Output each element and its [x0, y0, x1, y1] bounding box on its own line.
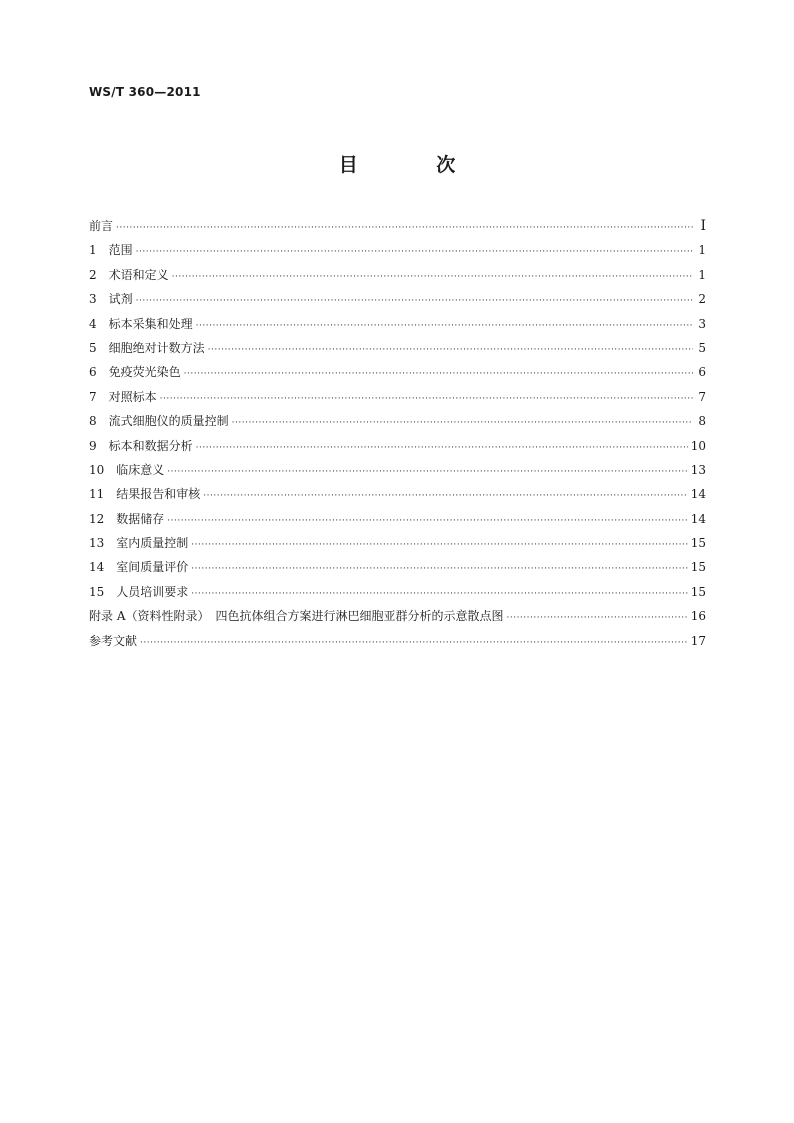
toc-leader-dots — [172, 267, 693, 287]
toc-leader-dots — [136, 291, 693, 311]
toc-entry-label: 参考文献 — [89, 633, 138, 648]
toc-entry-label: 13 室内质量控制 — [89, 536, 189, 551]
toc-entry-appendix-a[interactable] — [89, 606, 706, 630]
toc-entry-3[interactable] — [89, 289, 706, 313]
toc-entry-5[interactable] — [89, 338, 706, 362]
document-code: WS/T 360—2011 — [89, 85, 201, 99]
toc-entry-page: 15 — [690, 536, 706, 551]
toc-entry-page: 16 — [690, 609, 706, 624]
toc-entry-label: 4 标本采集和处理 — [89, 316, 193, 331]
toc-entry-label: 前言 — [89, 219, 114, 233]
toc-entry-foreword[interactable] — [89, 216, 706, 240]
toc-entry-page: 14 — [690, 511, 706, 526]
toc-leader-dots — [167, 511, 687, 531]
table-of-contents — [89, 216, 706, 655]
toc-entry-label: 5 细胞绝对计数方法 — [89, 340, 205, 355]
toc-leader-dots — [196, 316, 693, 336]
toc-entry-label: 8 流式细胞仪的质量控制 — [89, 414, 229, 429]
page-title: 目 次 — [338, 154, 492, 176]
toc-entry-label: 3 试剂 — [89, 292, 133, 307]
toc-entry-14[interactable] — [89, 557, 706, 581]
toc-entry-page: I — [700, 218, 706, 234]
toc-entry-label: 12 数据储存 — [89, 511, 165, 526]
toc-entry-7[interactable] — [89, 387, 706, 411]
toc-leader-dots — [196, 438, 688, 458]
toc-entry-label: 2 术语和定义 — [89, 267, 169, 282]
toc-entry-label: 11 结果报告和审核 — [89, 487, 201, 502]
toc-leader-dots — [140, 633, 688, 653]
toc-entry-6[interactable] — [89, 362, 706, 386]
toc-entry-page: 5 — [698, 340, 706, 355]
toc-entry-12[interactable] — [89, 509, 706, 533]
toc-entry-label: 10 临床意义 — [89, 462, 165, 477]
toc-entry-page: 8 — [698, 414, 706, 429]
toc-leader-dots — [506, 608, 687, 628]
toc-leader-dots — [191, 535, 687, 555]
toc-entry-8[interactable] — [89, 411, 706, 435]
toc-leader-dots — [167, 462, 687, 482]
toc-entry-page: 14 — [690, 487, 706, 502]
toc-entry-15[interactable] — [89, 582, 706, 606]
toc-entry-11[interactable] — [89, 484, 706, 508]
toc-entry-page: 1 — [698, 243, 706, 258]
toc-entry-page: 10 — [690, 438, 706, 453]
toc-entry-page: 15 — [690, 584, 706, 599]
toc-leader-dots — [232, 413, 693, 433]
toc-leader-dots — [160, 389, 693, 409]
toc-entry-4[interactable] — [89, 314, 706, 338]
toc-leader-dots — [203, 486, 687, 506]
toc-entry-2[interactable] — [89, 265, 706, 289]
toc-entry-label: 附录 A（资料性附录） 四色抗体组合方案进行淋巴细胞亚群分析的示意散点图 — [89, 609, 504, 624]
toc-leader-dots — [191, 584, 687, 604]
toc-entry-page: 1 — [698, 267, 706, 282]
toc-entry-label: 15 人员培训要求 — [89, 584, 189, 599]
toc-leader-dots — [208, 340, 693, 360]
toc-leader-dots — [136, 242, 693, 262]
toc-entry-label: 1 范围 — [89, 243, 133, 258]
toc-entry-label: 9 标本和数据分析 — [89, 438, 193, 453]
toc-entry-page: 6 — [698, 365, 706, 380]
toc-leader-dots — [191, 559, 687, 579]
toc-entry-page: 15 — [690, 560, 706, 575]
toc-entry-label: 14 室间质量评价 — [89, 560, 189, 575]
toc-entry-13[interactable] — [89, 533, 706, 557]
toc-entry-page: 7 — [698, 389, 706, 404]
toc-entry-10[interactable] — [89, 460, 706, 484]
toc-entry-label: 6 免疫荧光染色 — [89, 365, 181, 380]
toc-entry-references[interactable] — [89, 631, 706, 655]
toc-entry-page: 3 — [698, 316, 706, 331]
toc-entry-page: 13 — [690, 462, 706, 477]
toc-leader-dots — [184, 364, 693, 384]
toc-entry-label: 7 对照标本 — [89, 389, 157, 404]
toc-entry-1[interactable] — [89, 240, 706, 264]
toc-entry-9[interactable] — [89, 436, 706, 460]
toc-entry-page: 2 — [698, 292, 706, 307]
toc-entry-page: 17 — [690, 633, 706, 648]
toc-leader-dots — [116, 218, 693, 238]
